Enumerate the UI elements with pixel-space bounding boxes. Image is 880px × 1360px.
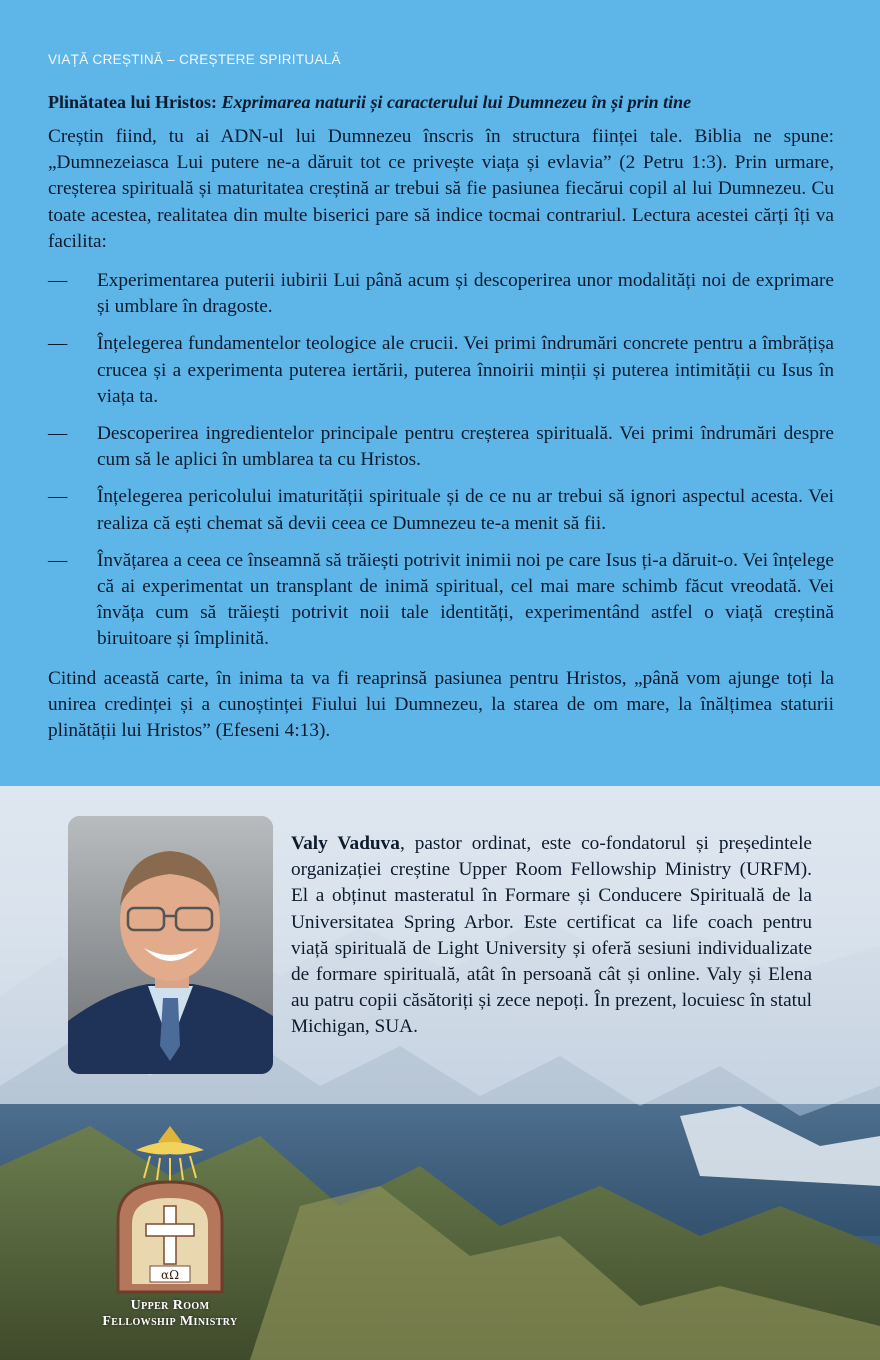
list-item-text: Învățarea a ceea ce înseamnă să trăiești potrivit inimii noi pe care Isus ți-a dăruit-o. Vei înțelege că ai experimentat un transplant de inimă spiritual, cel mai mare schimb făcut vreodată. Vei învăța cum să trăiești potrivit noii tale identități, experimentând astfel o viață creștină biruitoare și împlinită. (97, 549, 834, 650)
list-item (48, 331, 834, 410)
alpha-omega-symbol: αΩ (160, 1268, 180, 1282)
list-item (48, 548, 834, 653)
logo-caption (94, 1298, 246, 1330)
list-item-text: Descoperirea ingredientelor principale pentru creșterea spirituală. Vei primi îndrumări despre cum să le aplici în umblarea ta cu Hristos. (97, 423, 834, 471)
author-photo (68, 816, 273, 1074)
logo-line-2: Fellowship Ministry (102, 1314, 238, 1329)
intro-paragraph: Creștin fiind, tu ai ADN-ul lui Dumnezeu înscris în structura ființei tale. Biblia ne spune: „Dumnezeiasca Lui putere ne-a dăruit tot ce privește viața și evlavia” (2 Petru 1:3). Prin urmare, creșterea spirituală și maturitatea creștină ar trebui să fie pasiunea fiecărui copil al lui Dumnezeu. Cu toate acestea, realitatea din multe biserici pare să indice tocmai contrariul. Lectura acestei cărți îți va facilita: (48, 126, 834, 252)
dash-marker: — (48, 333, 68, 355)
dash-marker: — (48, 549, 68, 571)
logo-line-1: Upper Room (130, 1298, 210, 1313)
category-label: VIAȚĂ CREȘTINĂ – CREȘTERE SPIRITUALĂ (48, 52, 341, 67)
list-item (48, 484, 834, 536)
dash-marker: — (48, 423, 68, 445)
list-item-text: Înțelegerea fundamentelor teologice ale crucii. Vei primi îndrumări concrete pentru a îmbrățișa crucea și a experimenta puterea iertării, puterea înnoirii minții și puterea intimității cu Isus în viața ta. (97, 333, 834, 407)
headline-title: Plinătatea lui Hristos: (48, 92, 217, 112)
book-headline (48, 92, 848, 113)
list-item (48, 268, 834, 320)
dash-marker: — (48, 486, 68, 508)
author-portrait (68, 816, 273, 1074)
benefits-list (48, 268, 834, 664)
list-item (48, 421, 834, 473)
closing-paragraph: Citind această carte, în inima ta va fi reaprinsă pasiunea pentru Hristos, „până vom ajunge toți la unirea credinței și a cunoștinței Fiului lui Dumnezeu, la starea de om mare, la înălțimea staturii plinătății lui Hristos” (Efeseni 4:13). (48, 668, 834, 742)
author-bio (291, 831, 812, 1041)
author-bio-text: , pastor ordinat, este co-fondatorul și președintele organizației creștine Upper Room Fellowship Ministry (URFM). El a obținut masteratul în Formare și Conducere Spirituală de la Universitatea Spring Arbor. Este certificat ca life coach pentru viață spirituală de Light University și oferă sesiuni individualizate de formare spirituală, atât în persoană cât și online. Valy și Elena au patru copii căsătoriți și zece nepoți. În prezent, locuiesc în statul Michigan, SUA. (291, 833, 812, 1038)
dash-marker: — (48, 270, 68, 291)
author-panel (0, 786, 880, 1104)
list-item-text: Înțelegerea pericolului imaturității spirituale și de ce nu ar trebui să ignori aspectul acesta. Vei realiza că ești chemat să devii ceea ce Dumnezeu te-a menit să fii. (97, 486, 834, 534)
list-item-text: Experimentarea puterii iubirii Lui până acum și descoperirea unor modalități noi de exprimare și umblare în dragoste. (97, 270, 834, 318)
author-name: Valy Vaduva (291, 833, 400, 854)
headline-subtitle: Exprimarea naturii și caracterului lui Dumnezeu în și prin tine (221, 92, 692, 112)
